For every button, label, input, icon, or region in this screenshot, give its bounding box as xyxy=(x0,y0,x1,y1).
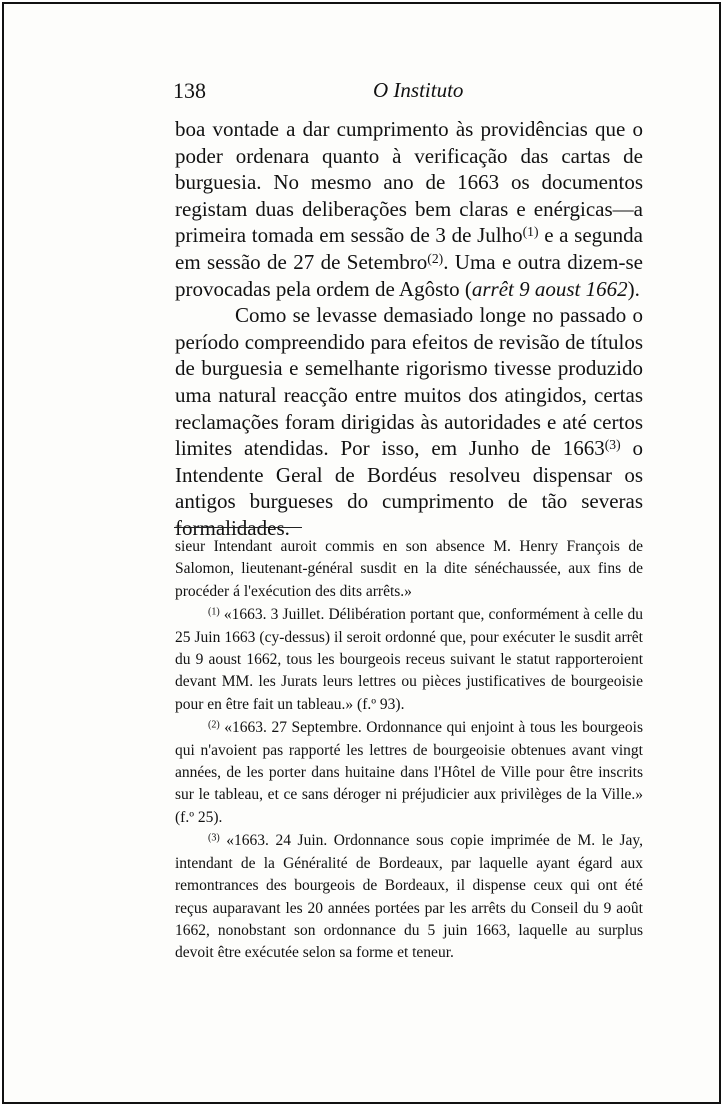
footnote-3-text: «1663. 24 Juin. Ordonnance sous copie imprimée de M. le Jay, intendant de la Généralité de Bordeaux, par laquelle ayant égard aux remontrances des bourgeois de Bordeaux, il dispense ceux qui ont été reçus auparavant les 20 années portées par les arrêts du Conseil du 9 août 1662, nonobstant son ordonnance du 5 juin 1663, laquelle au surplus devoit être exécutée selon sa forme et teneur. xyxy=(175,832,643,962)
footnote-ref-3: (3) xyxy=(604,436,621,452)
footnote-3-mark: (3) xyxy=(208,832,220,844)
footnote-2-text: «1663. 27 Septembre. Ordonnance qui enjoint à tous les bourgeois qui n'avoient pas rapporté les lettres de bourgeoisie obtenues avant vingt années, de les porter dans huitaine dans l'Hôtel de Ville pour être inscrits sur le tableau, et ce sans déroger ni préjudicier aux privilèges de la Ville.» (f.º 25). xyxy=(175,719,643,826)
paragraph-1-italic-citation: arrêt 9 aoust 1662 xyxy=(471,276,628,301)
footnote-1 xyxy=(175,604,643,716)
paragraph-1-text-b: e a segunda em sessão de 27 de Setembro xyxy=(175,223,643,274)
paragraph-2-text-a: Como se levasse demasiado longe no passado o período compreendido para efeitos de revisão de títulos de burguesia e semelhante rigorismo tivesse produzido uma natural reacção entre muitos dos atingidos, certas reclamações foram dirigidas às autoridades e até certos limites atendidas. Por isso, em Junho de 1663 xyxy=(175,303,643,461)
footnote-separator xyxy=(174,527,302,528)
book-page xyxy=(2,2,721,1104)
page-number: 138 xyxy=(173,78,206,103)
paragraph-1-text-d: ). xyxy=(627,276,640,301)
footnote-continuation: sieur Intendant auroit commis en son absence M. Henry François de Salomon, lieutenant-général susdit en la dite sénéchaussée, aux fins de procéder á l'exécution des dits arrêts.» xyxy=(175,538,643,600)
paragraph-1-text-a: boa vontade a dar cumprimento às providências que o poder ordenara quanto à verificação das cartas de burguesia. No mesmo ano de 1663 os documentos registam duas deliberações bem claras e enérgicas—a primeira tomada em sessão de 3 de Julho xyxy=(175,117,643,248)
footnote-3 xyxy=(175,830,643,964)
paragraph-1-text-c: . Uma e outra dizem-se provocadas pela ordem de Agôsto ( xyxy=(175,249,643,301)
page-header xyxy=(173,78,673,106)
footnote-1-mark: (1) xyxy=(208,606,220,618)
footnotes xyxy=(175,536,643,966)
paragraph-2 xyxy=(175,302,643,541)
paragraph-2-text-b: o Intendente Geral de Bordéus resolveu dispensar os antigos burgueses do cumprimento de tão severas formalidades. xyxy=(175,436,643,540)
main-text xyxy=(175,116,643,542)
footnote-1-text: «1663. 3 Juillet. Délibération portant que, conformément à celle du 25 Juin 1663 (cy-dessus) il seroit ordonné que, pour exécuter le susdit arrêt du 9 aoust 1662, tous les bourgeois receus suivant le statut rapporteroient devant MM. les Jurats leurs lettres ou pièces justificatives de bourgeoisie pour en être fait un tableau.» (f.º 93). xyxy=(175,606,643,713)
footnote-ref-2: (2) xyxy=(427,250,444,266)
footnote-2 xyxy=(175,717,643,829)
running-title: O Instituto xyxy=(373,78,464,102)
footnote-ref-1: (1) xyxy=(522,224,539,240)
footnote-2-mark: (2) xyxy=(208,719,220,731)
paragraph-1 xyxy=(175,116,643,302)
